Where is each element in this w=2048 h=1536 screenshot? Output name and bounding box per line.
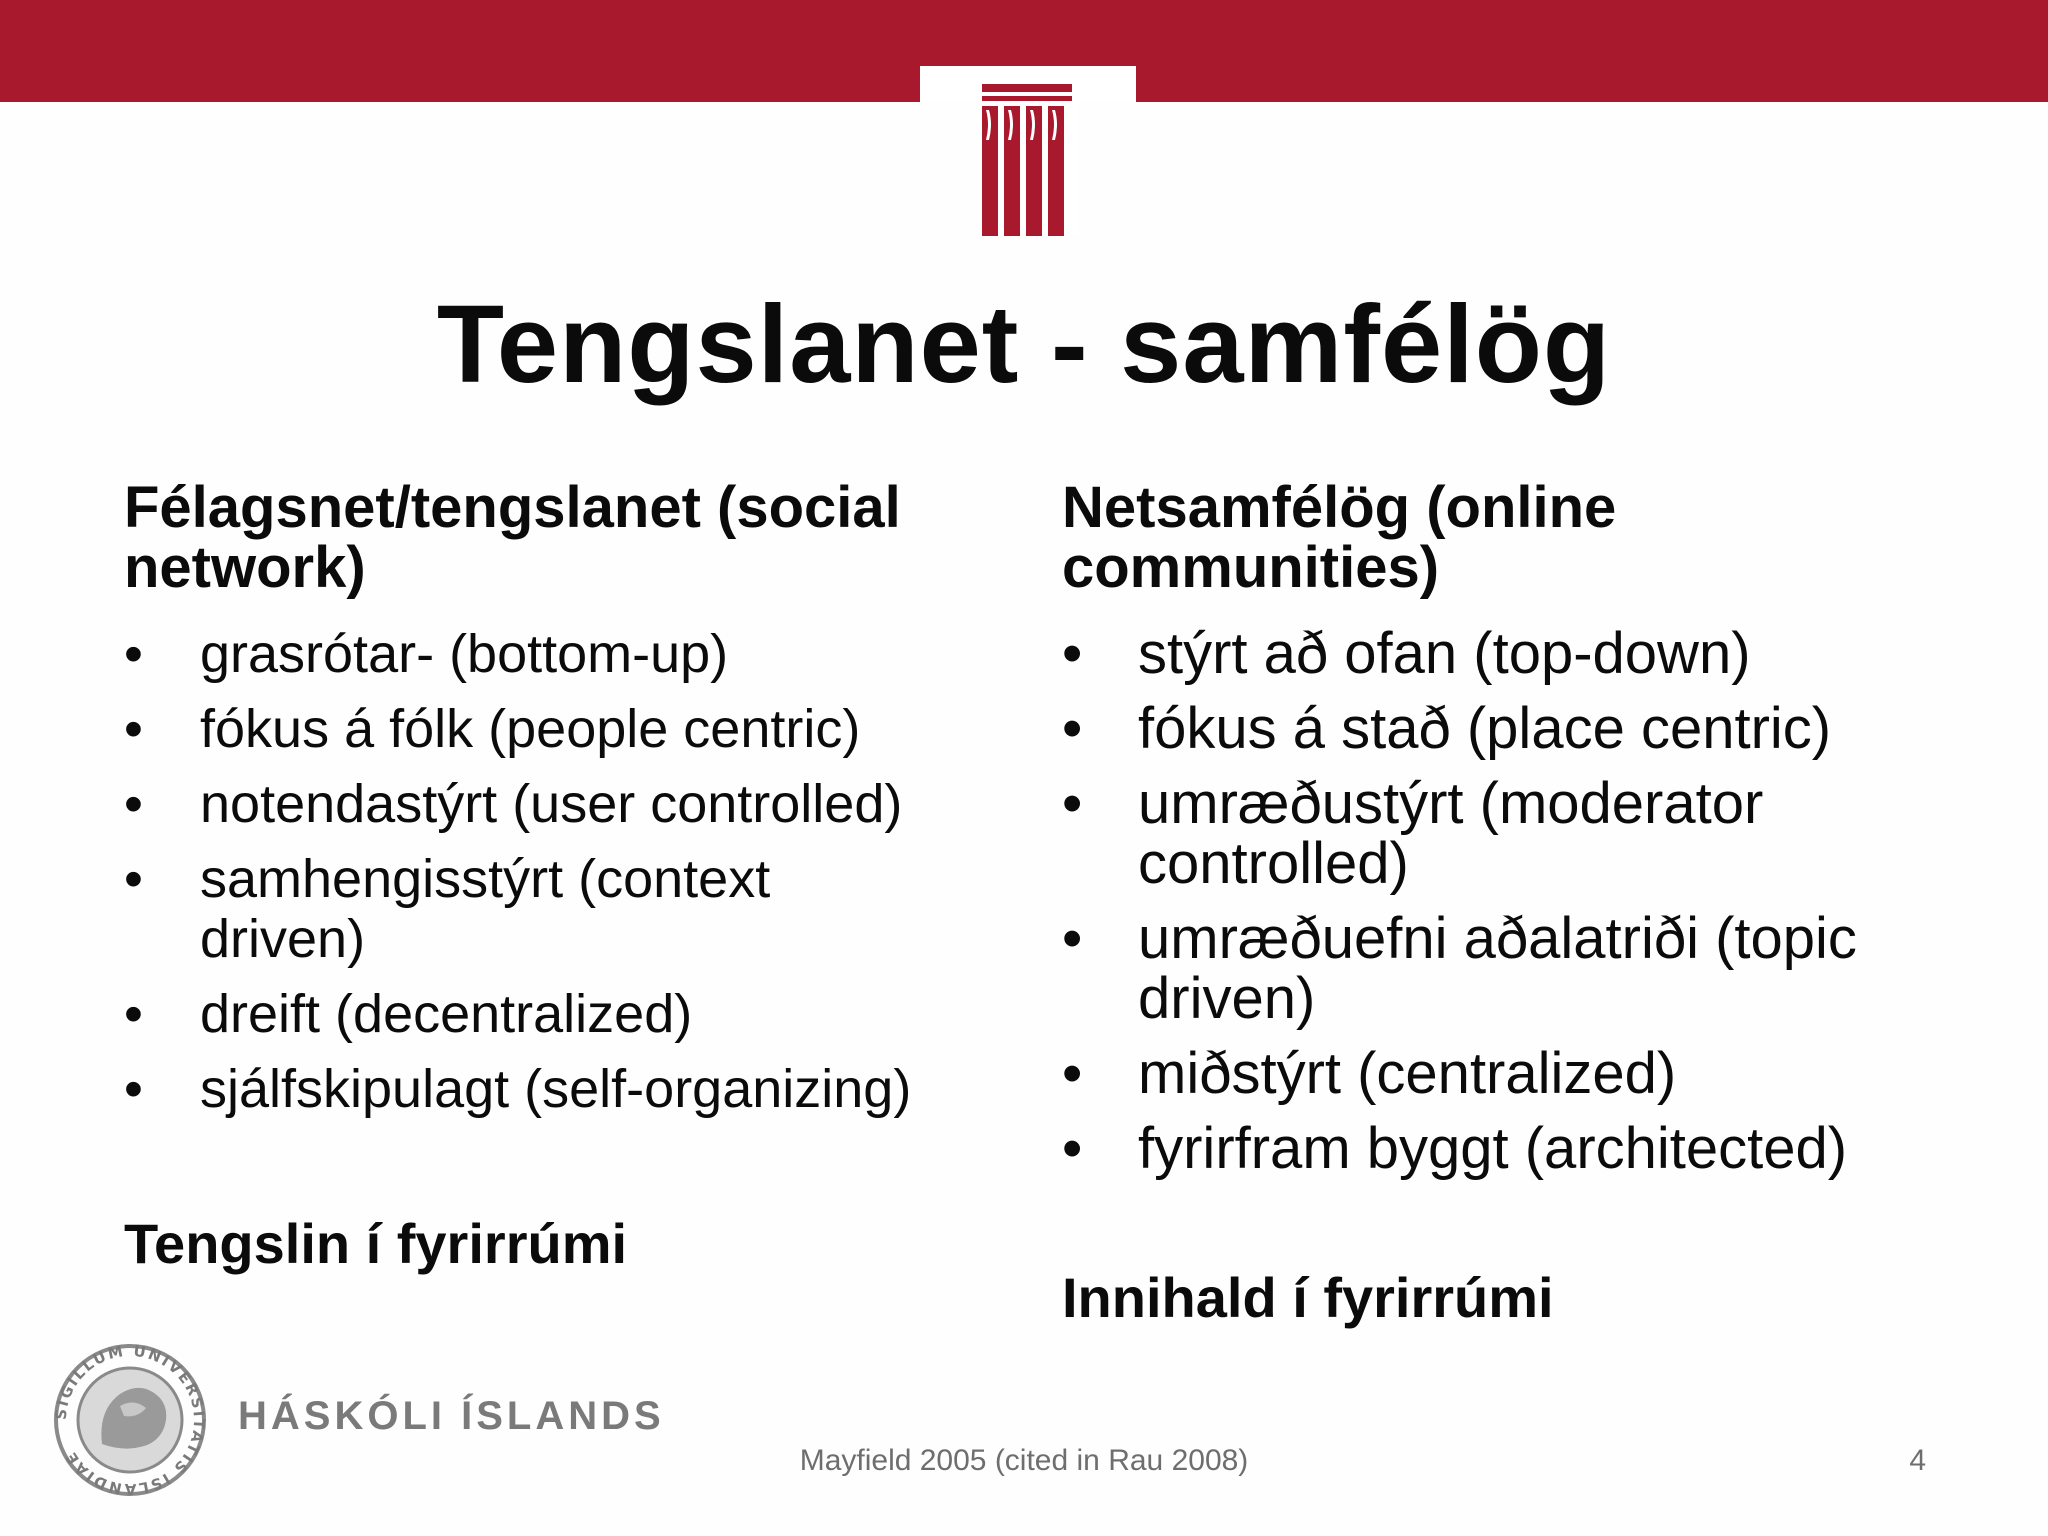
bullet-text: dreift (decentralized) bbox=[200, 984, 693, 1044]
list-item bbox=[124, 849, 800, 969]
list-item bbox=[124, 699, 1004, 759]
bullet-text: umræðustýrt (moderator controlled) bbox=[1138, 771, 1764, 896]
page-number: 4 bbox=[1909, 1444, 1926, 1477]
left-summary-note: Tengslin í fyrirrúmi bbox=[124, 1212, 628, 1275]
bullet-icon: • bbox=[1062, 771, 1083, 836]
right-column-heading: Netsamfélög (online communities) bbox=[1062, 475, 1617, 600]
bullet-text: umræðuefni aðalatriði (topic driven) bbox=[1138, 906, 1857, 1031]
bullet-icon: • bbox=[124, 624, 143, 684]
right-bullet-list bbox=[1062, 621, 1992, 1181]
list-item bbox=[1062, 1116, 1992, 1181]
left-column-heading: Félagsnet/tengslanet (social network) bbox=[124, 475, 901, 600]
bullet-icon: • bbox=[124, 984, 143, 1044]
bullet-text: notendastýrt (user controlled) bbox=[200, 774, 903, 834]
bullet-icon: • bbox=[1062, 621, 1083, 686]
bullet-icon: • bbox=[124, 849, 143, 909]
list-item bbox=[1062, 1041, 1992, 1106]
left-bullet-list bbox=[124, 624, 1004, 1119]
bullet-icon: • bbox=[124, 774, 143, 834]
bullet-icon: • bbox=[1062, 906, 1083, 971]
bullet-text: miðstýrt (centralized) bbox=[1138, 1041, 1677, 1106]
bullet-icon: • bbox=[1062, 1116, 1083, 1181]
bullet-text: sjálfskipulagt (self-organizing) bbox=[200, 1059, 912, 1119]
left-column bbox=[124, 475, 1004, 1134]
slide-title: Tengslanet - samfélög bbox=[436, 283, 1612, 406]
bullet-text: fókus á fólk (people centric) bbox=[200, 699, 861, 759]
bullet-text: samhengisstýrt (context driven) bbox=[200, 849, 771, 969]
list-item bbox=[1062, 696, 1992, 761]
list-item bbox=[124, 624, 1004, 684]
bullet-text: stýrt að ofan (top-down) bbox=[1138, 621, 1751, 686]
right-summary-note: Innihald í fyrirrúmi bbox=[1062, 1266, 1554, 1329]
bullet-icon: • bbox=[124, 1059, 143, 1119]
list-item bbox=[124, 1059, 1004, 1119]
bullet-icon: • bbox=[1062, 696, 1083, 761]
bullet-text: grasrótar- (bottom-up) bbox=[200, 624, 729, 684]
university-name: HÁSKÓLI ÍSLANDS bbox=[238, 1394, 665, 1438]
list-item bbox=[124, 984, 1004, 1044]
bullet-icon: • bbox=[124, 699, 143, 759]
list-item bbox=[1062, 906, 1998, 1031]
bullet-icon: • bbox=[1062, 1041, 1083, 1106]
seal-text: SIGILLUM UNIVERSITATIS ISLANDIAE bbox=[51, 1341, 209, 1499]
right-column bbox=[1062, 475, 1992, 1194]
bullet-text: fókus á stað (place centric) bbox=[1138, 696, 1832, 761]
list-item bbox=[1062, 621, 1992, 686]
bullet-text: fyrirfram byggt (architected) bbox=[1138, 1116, 1848, 1181]
citation: Mayfield 2005 (cited in Rau 2008) bbox=[799, 1444, 1249, 1477]
university-emblem-icon bbox=[920, 66, 1136, 236]
list-item bbox=[1062, 771, 1838, 896]
list-item bbox=[124, 774, 1004, 834]
